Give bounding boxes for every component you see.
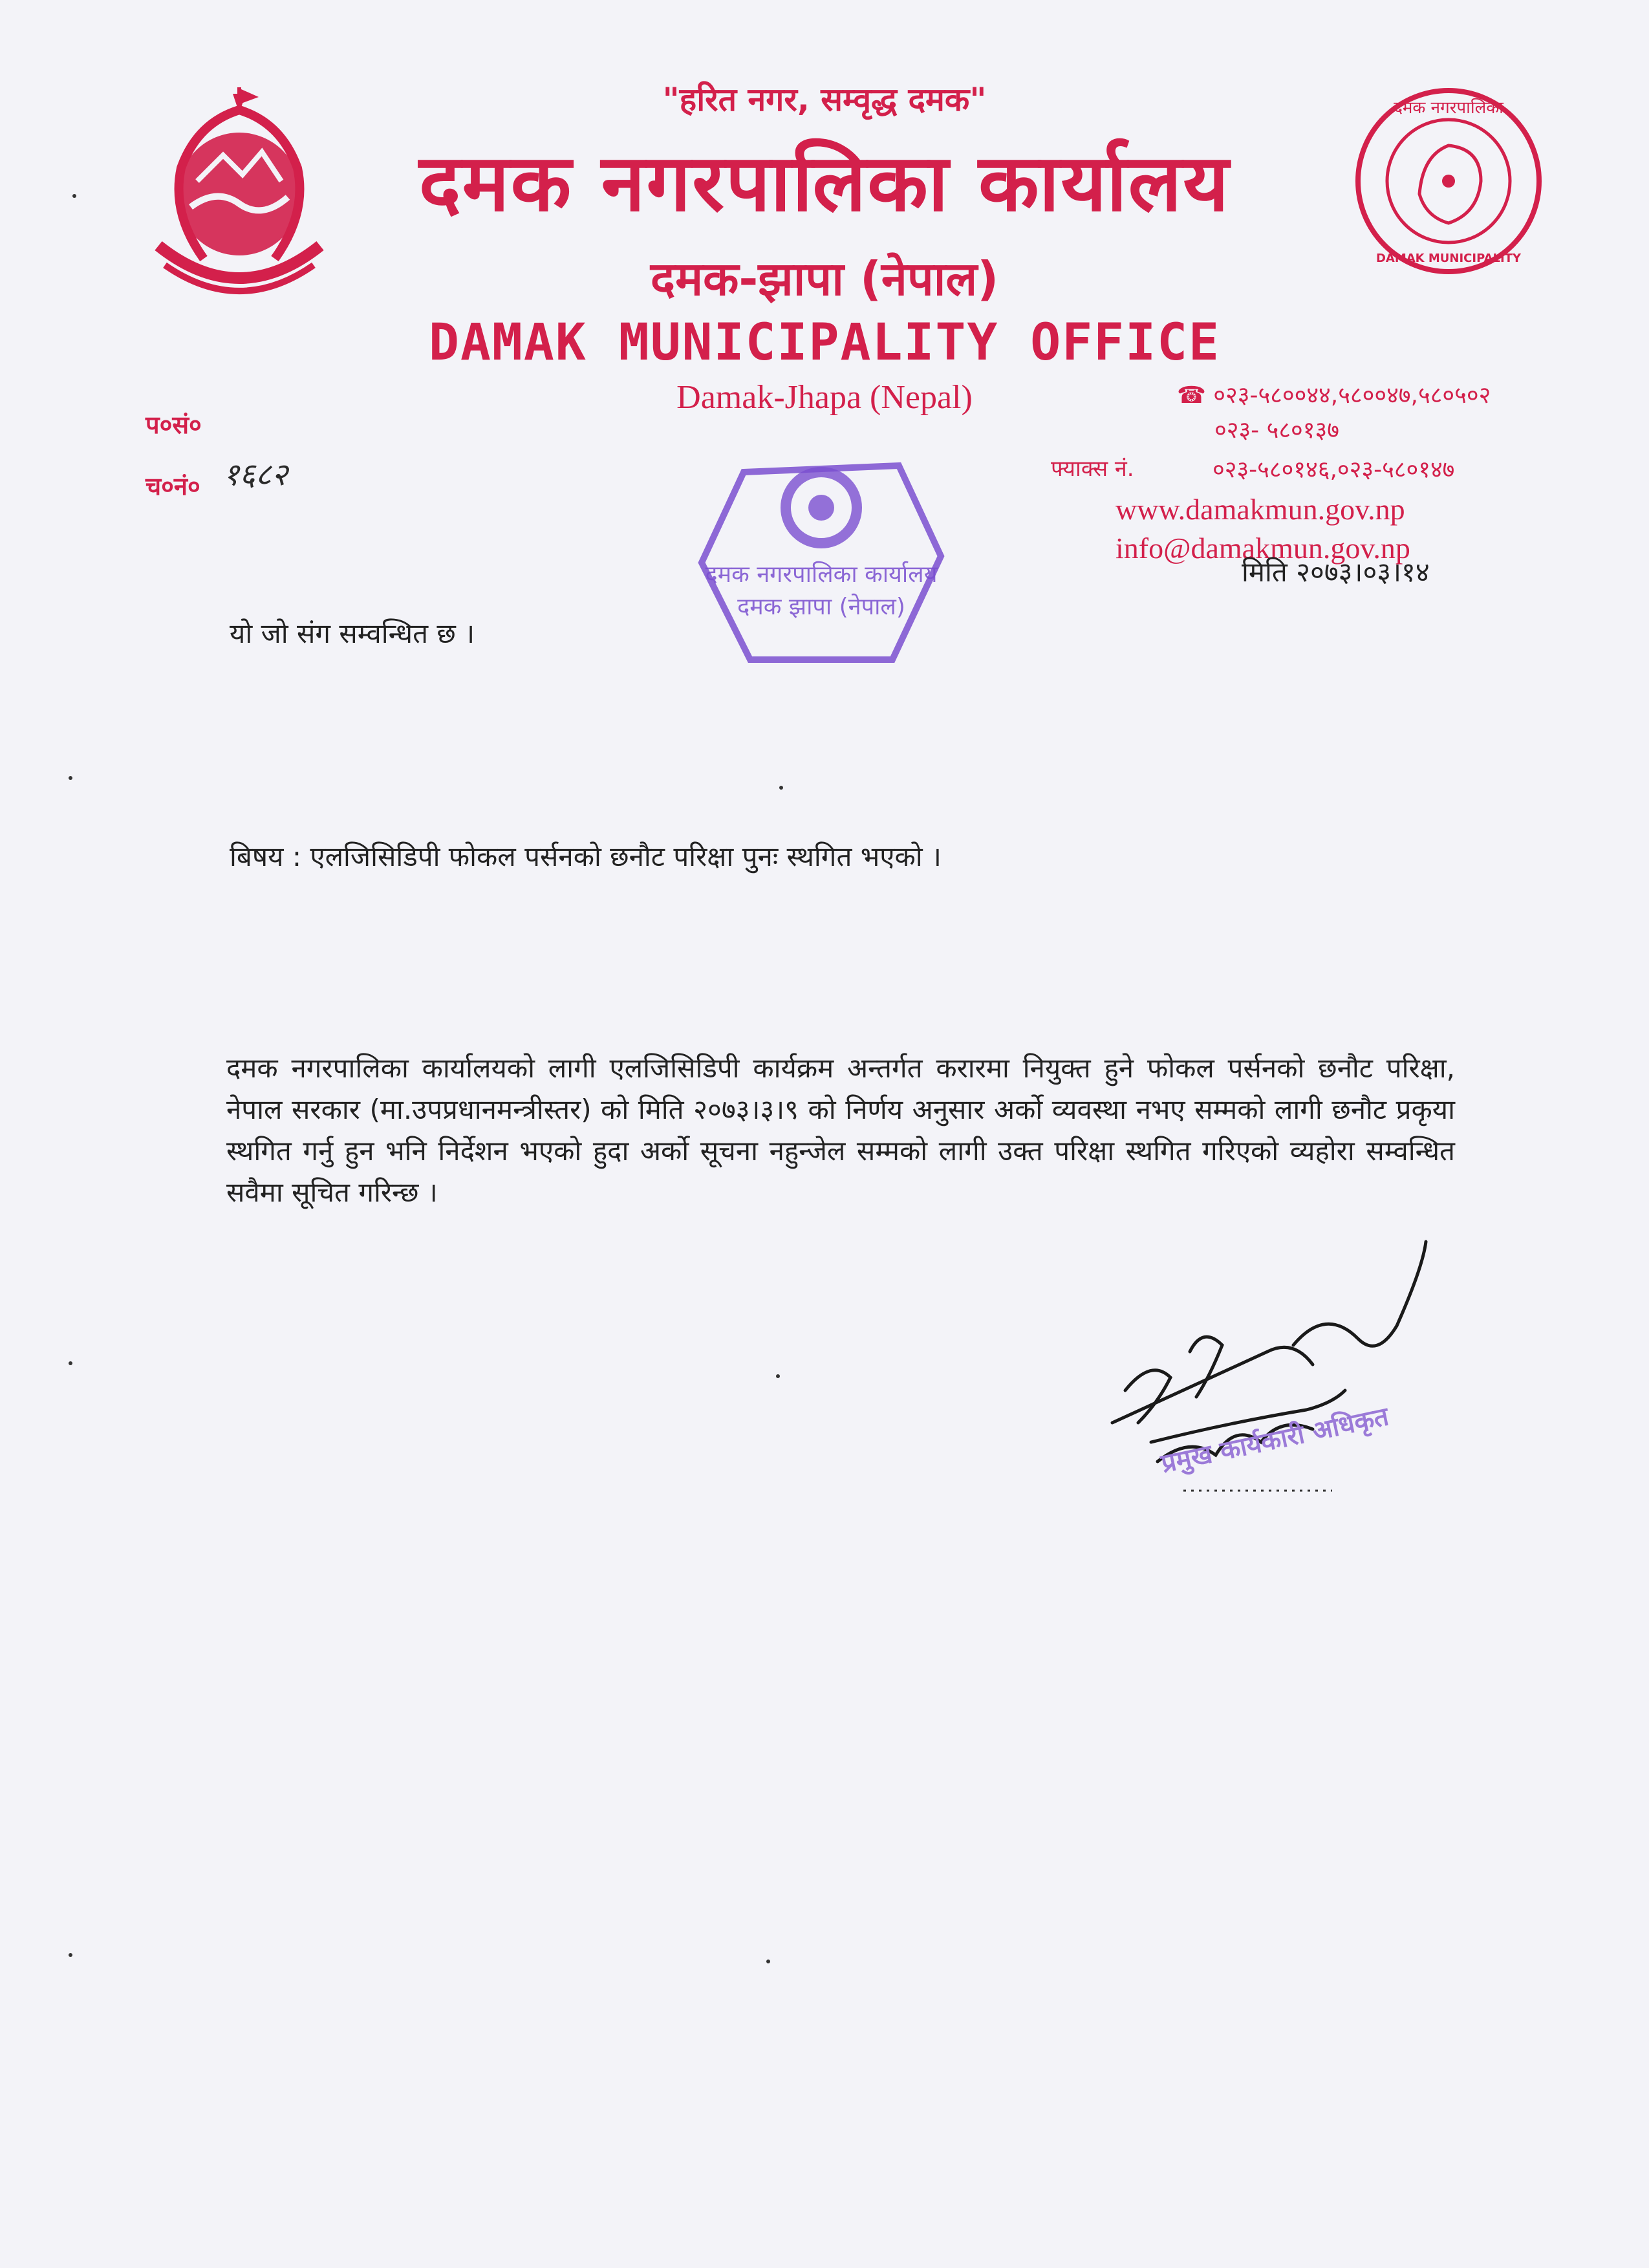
scan-speck (69, 1361, 72, 1365)
svg-text:दमक नगरपालिका कार्यालय: दमक नगरपालिका कार्यालय (705, 561, 938, 588)
svg-text:दमक झापा (नेपाल): दमक झापा (नेपाल) (737, 594, 905, 620)
office-stamp-icon (685, 446, 957, 679)
chalani-number: १६८२ (223, 457, 288, 493)
slogan: "हरित नगर, सम्वृद्ध दमक" (662, 81, 987, 118)
salutation: यो जो संग सम्वन्धित छ । (230, 618, 475, 649)
office-title-english: DAMAK MUNICIPALITY OFFICE (429, 314, 1220, 372)
letter-date: मिति २०७३।०३।१४ (1242, 556, 1430, 588)
email-link[interactable]: info@damakmun.gov.np (1116, 532, 1410, 565)
scan-speck (779, 786, 783, 790)
office-location-nepali: दमक-झापा (नेपाल) (650, 252, 999, 306)
website-link[interactable]: www.damakmun.gov.np (1116, 493, 1405, 526)
signatory-title: प्रमुख कार्यकारी अधिकृत (1158, 1401, 1392, 1479)
scan-speck (72, 194, 76, 198)
svg-text:DAMAK MUNICIPALITY: DAMAK MUNICIPALITY (1375, 252, 1522, 265)
phone-line-1 (1177, 378, 1491, 413)
letter-body: दमक नगरपालिका कार्यालयको लागी एलजिसिडिपी कार्यक्रम अन्तर्गत करारमा नियुक्त हुने फोकल पर्सनको छनौट परिक्षा, नेपाल सरकार (मा.उपप्रधानमन्त्रीस्तर) को मिति २०७३।३।९ को निर्णय अनुसार अर्को व्यवस्था नभए सम्मको लागी छनौट प्रकृया स्थगित गर्नु हुन भनि निर्देशन भएको हुदा अर्को सूचना नहुन्जेल सम्मको लागी उक्त परिक्षा स्थगित गरिएको व्यहोरा सम्वन्धित सवैमा सूचित गरिन्छ । (226, 1052, 1455, 1208)
scan-speck (69, 1953, 72, 1957)
scan-speck (766, 1960, 770, 1963)
signature-icon (1099, 1229, 1449, 1539)
patra-sankhya-label: प०सं० (146, 411, 202, 439)
phone-numbers-1: ०२३-५८००४४,५८००४७,५८०५०२ (1213, 382, 1491, 409)
office-title-nepali: दमक नगरपालिका कार्यालय (418, 137, 1231, 229)
svg-text:दमक नगरपालिका: दमक नगरपालिका (1394, 98, 1503, 118)
fax-label: फ्याक्स नं. (1051, 456, 1134, 482)
scan-speck (69, 776, 72, 780)
subject-line: बिषय : एलजिसिडिपी फोकल पर्सनको छनौट परिक्षा पुनः स्थगित भएको । (230, 841, 942, 872)
scan-speck (776, 1374, 780, 1378)
chalani-label: च०नं० (146, 472, 200, 501)
phone-icon: ☎ (1177, 382, 1206, 409)
contact-block (1177, 378, 1491, 448)
fax-numbers: ०२३-५८०१४६,०२३-५८०१४७ (1212, 457, 1455, 483)
office-location-english: Damak-Jhapa (Nepal) (676, 379, 973, 416)
phone-numbers-2: ०२३- ५८०१३७ (1214, 417, 1339, 444)
